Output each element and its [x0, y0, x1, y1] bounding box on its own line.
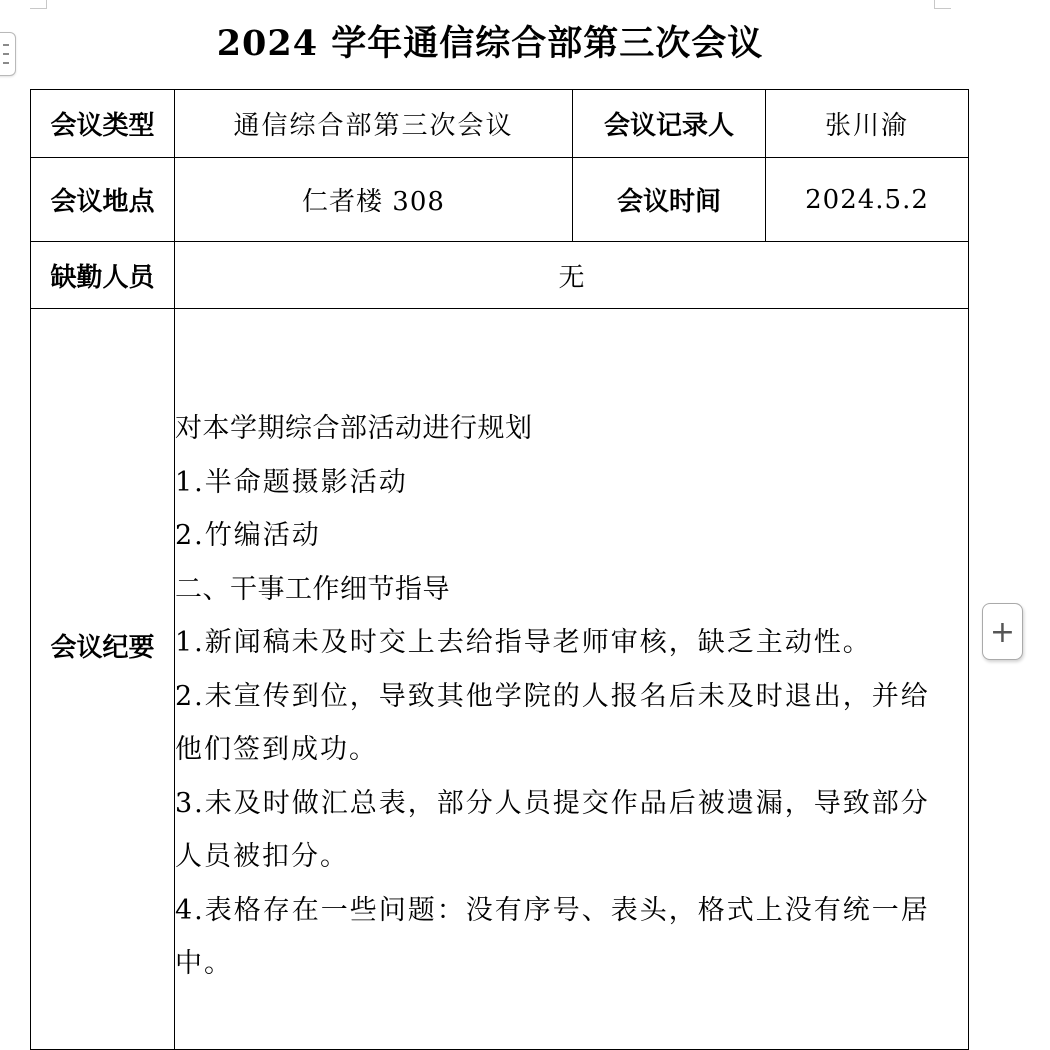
minutes-line: 1.半命题摄影活动: [175, 466, 408, 498]
absent-value[interactable]: 无: [175, 242, 969, 309]
minutes-line: 3.未及时做汇总表，部分人员提交作品后被遗漏，导致部分: [175, 787, 930, 819]
recorder-label: 会议记录人: [573, 90, 766, 158]
page-corner-mark-left: [30, 0, 47, 9]
location-label: 会议地点: [31, 158, 175, 242]
time-value[interactable]: 2024.5.2: [766, 158, 969, 242]
minutes-line: 中。: [175, 948, 233, 979]
location-value[interactable]: 仁者楼 308: [175, 158, 573, 242]
minutes-line: 4.表格存在一些问题：没有序号、表头，格式上没有统一居: [175, 894, 930, 926]
minutes-line: 1.新闻稿未及时交上去给指导老师审核，缺乏主动性。: [175, 627, 872, 658]
plus-icon: +: [989, 615, 1016, 650]
page-corner-mark-right: [934, 0, 951, 9]
add-block-button[interactable]: [982, 603, 1023, 660]
time-label: 会议时间: [573, 158, 766, 242]
minutes-label: 会议纪要: [31, 309, 175, 1050]
minutes-line: 人员被扣分。: [175, 841, 349, 872]
minutes-content[interactable]: [175, 309, 969, 1050]
minutes-line: 对本学期综合部活动进行规划: [175, 413, 533, 444]
meeting-type-label: 会议类型: [31, 90, 175, 158]
minutes-line: 2.竹编活动: [175, 520, 321, 551]
recorder-value[interactable]: 张川渝: [766, 90, 969, 158]
document-title: 2024 学年通信综合部第三次会议: [216, 23, 764, 64]
absent-label: 缺勤人员: [31, 242, 175, 309]
table-row: [31, 242, 969, 309]
table-row: [31, 158, 969, 242]
meeting-table: [30, 89, 969, 1050]
table-row: [31, 90, 969, 158]
table-row: [31, 309, 969, 1050]
minutes-line: 他们签到成功。: [175, 734, 378, 765]
minutes-line: 二、干事工作细节指导: [175, 573, 450, 605]
meeting-type-value[interactable]: 通信综合部第三次会议: [175, 90, 573, 158]
minutes-line: 2.未宣传到位，导致其他学院的人报名后未及时退出，并给: [175, 680, 930, 712]
